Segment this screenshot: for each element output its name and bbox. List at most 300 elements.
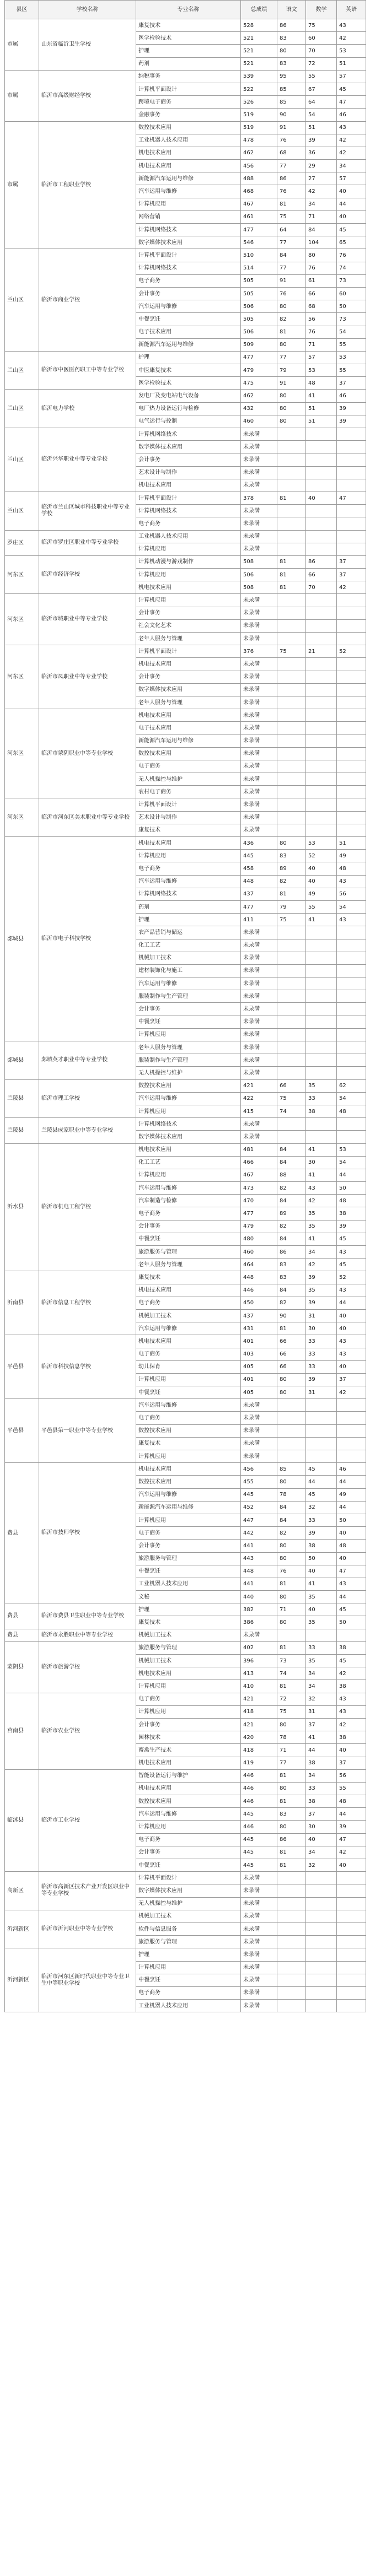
math-score-cell: 43 xyxy=(306,1182,337,1195)
total-score-cell: 509 xyxy=(241,338,277,351)
english-score-cell xyxy=(337,453,366,466)
major-name-cell: 会计事务 xyxy=(136,607,241,619)
english-score-cell: 43 xyxy=(337,875,366,888)
total-score-cell: 477 xyxy=(241,224,277,236)
school-name-cell: 郯城英才职业中等专业学校 xyxy=(39,1041,136,1080)
major-name-cell: 药剂 xyxy=(136,57,241,70)
chinese-score-cell xyxy=(277,811,306,824)
major-name-cell: 计算机应用 xyxy=(136,1705,241,1718)
major-name-cell: 汽车运用与维修 xyxy=(136,1399,241,1412)
total-score-cell: 未录满 xyxy=(241,658,277,671)
english-score-cell xyxy=(337,798,366,811)
total-score-cell: 467 xyxy=(241,198,277,210)
total-score-cell: 未录满 xyxy=(241,1910,277,1922)
major-name-cell: 电子商务 xyxy=(136,862,241,875)
math-score-cell: 39 xyxy=(306,1271,337,1284)
math-score-cell: 41 xyxy=(306,1169,337,1181)
total-score-cell: 519 xyxy=(241,109,277,121)
total-score-cell: 441 xyxy=(241,1578,277,1590)
major-name-cell: 护理 xyxy=(136,914,241,926)
english-score-cell: 42 xyxy=(337,1846,366,1859)
major-name-cell: 电气运行与控制 xyxy=(136,415,241,428)
math-score-cell xyxy=(306,1118,337,1131)
english-score-cell xyxy=(337,1450,366,1463)
major-name-cell: 计算机应用 xyxy=(136,198,241,210)
chinese-score-cell xyxy=(277,1424,306,1437)
major-name-cell: 无人机操控与维护 xyxy=(136,1067,241,1079)
math-score-cell xyxy=(306,1884,337,1897)
chinese-score-cell: 84 xyxy=(277,1156,306,1169)
major-name-cell: 计算机应用 xyxy=(136,1514,241,1526)
english-score-cell xyxy=(337,1961,366,1974)
district-cell: 兰山区 xyxy=(5,492,39,530)
chinese-score-cell xyxy=(277,1054,306,1067)
total-score-cell: 未录满 xyxy=(241,1054,277,1067)
english-score-cell: 47 xyxy=(337,96,366,109)
math-score-cell: 70 xyxy=(306,45,337,57)
table-row xyxy=(5,798,366,811)
school-name-cell: 兰陵县成家职业中等专业学校 xyxy=(39,1118,136,1143)
total-score-cell: 396 xyxy=(241,1655,277,1667)
chinese-score-cell: 80 xyxy=(277,45,306,57)
major-name-cell: 计算机应用 xyxy=(136,1680,241,1693)
major-name-cell: 服装制作与生产管理 xyxy=(136,1054,241,1067)
math-score-cell: 42 xyxy=(306,1259,337,1271)
chinese-score-cell xyxy=(277,1028,306,1041)
math-score-cell: 38 xyxy=(306,1757,337,1769)
major-name-cell: 工业机器人技术应用 xyxy=(136,134,241,147)
major-name-cell: 会计事务 xyxy=(136,287,241,300)
school-name-cell: 临沂市高新区技术产业开发区职业中等专业学校 xyxy=(39,1872,136,1910)
total-score-cell: 510 xyxy=(241,249,277,262)
chinese-score-cell: 81 xyxy=(277,1680,306,1693)
district-cell: 蒙阴县 xyxy=(5,1641,39,1693)
chinese-score-cell: 80 xyxy=(277,338,306,351)
major-name-cell: 数控技术应用 xyxy=(136,1476,241,1488)
table-row xyxy=(5,428,366,441)
total-score-cell: 未录满 xyxy=(241,530,277,543)
total-score-cell: 未录满 xyxy=(241,1028,277,1041)
chinese-score-cell: 80 xyxy=(277,837,306,850)
english-score-cell xyxy=(337,952,366,964)
major-name-cell: 计算机网络技术 xyxy=(136,224,241,236)
english-score-cell xyxy=(337,466,366,479)
chinese-score-cell xyxy=(277,747,306,760)
english-score-cell: 40 xyxy=(337,1527,366,1540)
major-name-cell: 中餐烹饪 xyxy=(136,1859,241,1872)
math-score-cell: 71 xyxy=(306,210,337,223)
english-score-cell xyxy=(337,1974,366,1986)
math-score-cell: 33 xyxy=(306,1782,337,1795)
table-row xyxy=(5,530,366,543)
table-row xyxy=(5,709,366,722)
math-score-cell: 60 xyxy=(306,32,337,45)
english-score-cell: 48 xyxy=(337,1195,366,1207)
major-name-cell: 中餐烹饪 xyxy=(136,1974,241,1986)
math-score-cell: 39 xyxy=(306,134,337,147)
chinese-score-cell xyxy=(277,824,306,836)
math-score-cell: 41 xyxy=(306,914,337,926)
english-score-cell xyxy=(337,594,366,607)
math-score-cell: 56 xyxy=(306,313,337,326)
major-name-cell: 汽车运用与维修 xyxy=(136,1808,241,1821)
math-score-cell xyxy=(306,722,337,735)
math-score-cell xyxy=(306,683,337,696)
total-score-cell: 未录满 xyxy=(241,1936,277,1948)
english-score-cell: 40 xyxy=(337,1360,366,1373)
district-cell: 兰山区 xyxy=(5,390,39,428)
chinese-score-cell xyxy=(277,709,306,722)
total-score-cell: 539 xyxy=(241,70,277,83)
total-score-cell: 未录满 xyxy=(241,773,277,786)
english-score-cell: 43 xyxy=(337,1335,366,1348)
english-score-cell: 53 xyxy=(337,45,366,57)
major-name-cell: 电子商务 xyxy=(136,1348,241,1360)
major-name-cell: 数字媒体技术应用 xyxy=(136,236,241,249)
english-score-cell: 51 xyxy=(337,57,366,70)
total-score-cell: 未录满 xyxy=(241,517,277,530)
major-name-cell: 汽车运用与维修 xyxy=(136,1092,241,1105)
math-score-cell: 80 xyxy=(306,249,337,262)
math-score-cell: 30 xyxy=(306,1156,337,1169)
chinese-score-cell: 83 xyxy=(277,1808,306,1821)
total-score-cell: 未录满 xyxy=(241,428,277,441)
math-score-cell: 41 xyxy=(306,1578,337,1590)
total-score-cell: 431 xyxy=(241,1322,277,1335)
school-name-cell: 临沂市科技信息学校 xyxy=(39,1335,136,1399)
major-name-cell: 老年人服务与管理 xyxy=(136,1259,241,1271)
school-name-cell: 临沂市机电工程学校 xyxy=(39,1143,136,1271)
district-cell: 兰山区 xyxy=(5,351,39,390)
major-name-cell: 幼儿保育 xyxy=(136,1360,241,1373)
total-score-cell: 410 xyxy=(241,1680,277,1693)
major-name-cell: 机电技术应用 xyxy=(136,658,241,671)
total-score-cell: 470 xyxy=(241,1195,277,1207)
chinese-score-cell xyxy=(277,671,306,683)
english-score-cell: 38 xyxy=(337,1641,366,1654)
chinese-score-cell: 80 xyxy=(277,415,306,428)
english-score-cell: 73 xyxy=(337,313,366,326)
math-score-cell xyxy=(306,2000,337,2012)
chinese-score-cell: 80 xyxy=(277,1386,306,1399)
table-row xyxy=(5,1872,366,1884)
chinese-score-cell: 85 xyxy=(277,83,306,95)
english-score-cell xyxy=(337,2000,366,2012)
math-score-cell: 55 xyxy=(306,900,337,913)
english-score-cell: 40 xyxy=(337,1744,366,1757)
english-score-cell: 56 xyxy=(337,1769,366,1782)
table-row xyxy=(5,1910,366,1922)
total-score-cell: 未录满 xyxy=(241,2000,277,2012)
english-score-cell xyxy=(337,1437,366,1450)
total-score-cell: 386 xyxy=(241,1616,277,1629)
english-score-cell: 47 xyxy=(337,1565,366,1578)
english-score-cell xyxy=(337,1399,366,1412)
chinese-score-cell: 80 xyxy=(277,1616,306,1629)
math-score-cell: 55 xyxy=(306,70,337,83)
major-name-cell: 旅游服务与管理 xyxy=(136,1936,241,1948)
english-score-cell: 38 xyxy=(337,1680,366,1693)
school-name-cell: 临沂市蒙阴职业中等专业学校 xyxy=(39,709,136,798)
chinese-score-cell: 82 xyxy=(277,1297,306,1309)
chinese-score-cell: 75 xyxy=(277,1092,306,1105)
math-score-cell: 61 xyxy=(306,274,337,287)
english-score-cell: 45 xyxy=(337,224,366,236)
english-score-cell: 74 xyxy=(337,262,366,274)
total-score-cell: 419 xyxy=(241,1757,277,1769)
english-score-cell: 48 xyxy=(337,1795,366,1808)
major-name-cell: 老年人服务与管理 xyxy=(136,696,241,709)
math-score-cell xyxy=(306,1028,337,1041)
english-score-cell: 44 xyxy=(337,198,366,210)
math-score-cell xyxy=(306,786,337,798)
total-score-cell: 448 xyxy=(241,1565,277,1578)
english-score-cell: 43 xyxy=(337,1693,366,1705)
total-score-cell: 432 xyxy=(241,402,277,415)
major-name-cell: 中医康复技术 xyxy=(136,364,241,377)
major-name-cell: 汽车运用与维修 xyxy=(136,1488,241,1501)
major-name-cell: 计算机应用 xyxy=(136,1373,241,1386)
math-score-cell: 57 xyxy=(306,351,337,364)
chinese-score-cell: 84 xyxy=(277,1195,306,1207)
school-name-cell: 临沂市费县卫生职业中等专业学校 xyxy=(39,1603,136,1629)
major-name-cell: 汽车运用与维修 xyxy=(136,1322,241,1335)
chinese-score-cell: 75 xyxy=(277,914,306,926)
major-name-cell: 化工工艺 xyxy=(136,1156,241,1169)
chinese-score-cell: 74 xyxy=(277,1105,306,1117)
major-name-cell: 机械加工技术 xyxy=(136,1655,241,1667)
english-score-cell: 37 xyxy=(337,569,366,581)
english-score-cell: 44 xyxy=(337,1476,366,1488)
major-name-cell: 机械加工技术 xyxy=(136,952,241,964)
chinese-score-cell: 81 xyxy=(277,326,306,338)
english-score-cell: 60 xyxy=(337,287,366,300)
total-score-cell: 521 xyxy=(241,32,277,45)
school-name-cell: 临沂市理工学校 xyxy=(39,1079,136,1118)
chinese-score-cell: 75 xyxy=(277,645,306,658)
english-score-cell: 40 xyxy=(337,185,366,198)
table-row xyxy=(5,1118,366,1131)
english-score-cell xyxy=(337,1118,366,1131)
english-score-cell xyxy=(337,747,366,760)
major-name-cell: 机械加工技术 xyxy=(136,1629,241,1641)
math-score-cell: 53 xyxy=(306,837,337,850)
math-score-cell: 41 xyxy=(306,1143,337,1156)
english-score-cell: 49 xyxy=(337,850,366,862)
english-score-cell: 37 xyxy=(337,555,366,568)
total-score-cell: 446 xyxy=(241,1821,277,1833)
chinese-score-cell: 71 xyxy=(277,1603,306,1616)
table-row xyxy=(5,1143,366,1156)
total-score-cell: 未录满 xyxy=(241,543,277,555)
chinese-score-cell xyxy=(277,760,306,773)
math-score-cell xyxy=(306,1872,337,1884)
math-score-cell: 30 xyxy=(306,1322,337,1335)
major-name-cell: 发电厂及变电站电气设备 xyxy=(136,390,241,402)
total-score-cell: 456 xyxy=(241,160,277,172)
math-score-cell xyxy=(306,1016,337,1028)
chinese-score-cell: 77 xyxy=(277,351,306,364)
chinese-score-cell: 72 xyxy=(277,1693,306,1705)
total-score-cell: 未录满 xyxy=(241,1974,277,1986)
chinese-score-cell: 75 xyxy=(277,210,306,223)
chinese-score-cell: 81 xyxy=(277,555,306,568)
major-name-cell: 计算机平面设计 xyxy=(136,798,241,811)
total-score-cell: 445 xyxy=(241,850,277,862)
math-score-cell xyxy=(306,760,337,773)
table-row xyxy=(5,594,366,607)
total-score-cell: 508 xyxy=(241,581,277,594)
major-name-cell: 中餐烹饪 xyxy=(136,1233,241,1245)
chinese-score-cell: 76 xyxy=(277,287,306,300)
english-score-cell: 45 xyxy=(337,1233,366,1245)
chinese-score-cell: 91 xyxy=(277,121,306,134)
english-score-cell xyxy=(337,964,366,977)
chinese-score-cell xyxy=(277,1016,306,1028)
english-score-cell: 42 xyxy=(337,581,366,594)
chinese-score-cell xyxy=(277,517,306,530)
total-score-cell: 521 xyxy=(241,57,277,70)
english-score-cell xyxy=(337,786,366,798)
math-score-cell xyxy=(306,530,337,543)
chinese-score-cell xyxy=(277,1872,306,1884)
district-cell: 郯城县 xyxy=(5,1041,39,1080)
major-name-cell: 护理 xyxy=(136,1948,241,1961)
chinese-score-cell: 74 xyxy=(277,1667,306,1680)
english-score-cell xyxy=(337,619,366,632)
chinese-score-cell xyxy=(277,773,306,786)
math-score-cell: 37 xyxy=(306,1808,337,1821)
total-score-cell: 401 xyxy=(241,1373,277,1386)
total-score-cell: 未录满 xyxy=(241,1424,277,1437)
major-name-cell: 计算机应用 xyxy=(136,594,241,607)
english-score-cell xyxy=(337,1054,366,1067)
math-score-cell: 51 xyxy=(306,121,337,134)
total-score-cell: 未录满 xyxy=(241,1131,277,1143)
math-score-cell: 33 xyxy=(306,1092,337,1105)
total-score-cell: 508 xyxy=(241,555,277,568)
total-score-cell: 420 xyxy=(241,1731,277,1744)
chinese-score-cell: 81 xyxy=(277,569,306,581)
chinese-score-cell: 76 xyxy=(277,185,306,198)
english-score-cell: 46 xyxy=(337,109,366,121)
math-score-cell xyxy=(306,453,337,466)
total-score-cell: 未录满 xyxy=(241,978,277,990)
math-score-cell xyxy=(306,1910,337,1922)
math-score-cell xyxy=(306,543,337,555)
school-name-cell: 临沂市经济学校 xyxy=(39,555,136,594)
math-score-cell: 35 xyxy=(306,1284,337,1297)
english-score-cell xyxy=(337,505,366,517)
english-score-cell xyxy=(337,441,366,453)
chinese-score-cell: 84 xyxy=(277,1143,306,1156)
major-name-cell: 农产品营销与储运 xyxy=(136,926,241,939)
math-score-cell xyxy=(306,479,337,492)
chinese-score-cell xyxy=(277,696,306,709)
english-score-cell: 54 xyxy=(337,1092,366,1105)
district-cell: 市属 xyxy=(5,19,39,71)
english-score-cell: 42 xyxy=(337,32,366,45)
chinese-score-cell xyxy=(277,990,306,1003)
table-row xyxy=(5,1335,366,1348)
english-score-cell: 44 xyxy=(337,1297,366,1309)
total-score-cell: 376 xyxy=(241,645,277,658)
chinese-score-cell: 79 xyxy=(277,364,306,377)
chinese-score-cell xyxy=(277,939,306,952)
major-name-cell: 汽车运用与维修 xyxy=(136,300,241,313)
major-name-cell: 社会文化艺术 xyxy=(136,619,241,632)
table-row xyxy=(5,1629,366,1641)
english-score-cell xyxy=(337,683,366,696)
chinese-score-cell: 77 xyxy=(277,262,306,274)
chinese-score-cell: 81 xyxy=(277,198,306,210)
chinese-score-cell: 83 xyxy=(277,850,306,862)
chinese-score-cell xyxy=(277,952,306,964)
total-score-cell: 477 xyxy=(241,1207,277,1220)
chinese-score-cell xyxy=(277,1067,306,1079)
total-score-cell: 473 xyxy=(241,1182,277,1195)
english-score-cell xyxy=(337,1948,366,1961)
chinese-score-cell: 80 xyxy=(277,1718,306,1731)
math-score-cell xyxy=(306,990,337,1003)
english-score-cell: 76 xyxy=(337,249,366,262)
chinese-score-cell: 89 xyxy=(277,862,306,875)
math-score-cell xyxy=(306,428,337,441)
chinese-score-cell: 82 xyxy=(277,1527,306,1540)
total-score-cell: 未录满 xyxy=(241,1872,277,1884)
total-score-cell: 436 xyxy=(241,837,277,850)
chinese-score-cell: 81 xyxy=(277,1859,306,1872)
total-score-cell: 466 xyxy=(241,1156,277,1169)
english-score-cell: 54 xyxy=(337,900,366,913)
math-score-cell: 41 xyxy=(306,390,337,402)
total-score-cell: 403 xyxy=(241,1348,277,1360)
math-score-cell: 21 xyxy=(306,645,337,658)
district-cell: 平邑县 xyxy=(5,1399,39,1463)
major-name-cell: 计算机网络技术 xyxy=(136,888,241,900)
total-score-cell: 未录满 xyxy=(241,1922,277,1935)
major-name-cell: 康复技术 xyxy=(136,1616,241,1629)
chinese-score-cell xyxy=(277,607,306,619)
chinese-score-cell: 80 xyxy=(277,1552,306,1565)
chinese-score-cell: 77 xyxy=(277,160,306,172)
major-name-cell: 计算机平面设计 xyxy=(136,645,241,658)
major-name-cell: 汽车制造与检修 xyxy=(136,1195,241,1207)
major-name-cell: 文秘 xyxy=(136,1591,241,1603)
table-row xyxy=(5,249,366,262)
total-score-cell: 382 xyxy=(241,1603,277,1616)
total-score-cell: 455 xyxy=(241,1476,277,1488)
total-score-cell: 未录满 xyxy=(241,1450,277,1463)
major-name-cell: 数控技术应用 xyxy=(136,1424,241,1437)
total-score-cell: 405 xyxy=(241,1360,277,1373)
chinese-score-cell xyxy=(277,505,306,517)
chinese-score-cell: 66 xyxy=(277,1335,306,1348)
total-score-cell: 468 xyxy=(241,185,277,198)
major-name-cell: 机电技术应用 xyxy=(136,1757,241,1769)
english-score-cell: 55 xyxy=(337,1782,366,1795)
total-score-cell: 未录满 xyxy=(241,709,277,722)
total-score-cell: 479 xyxy=(241,364,277,377)
total-score-cell: 440 xyxy=(241,1591,277,1603)
district-cell: 兰陵县 xyxy=(5,1079,39,1118)
english-score-cell xyxy=(337,1897,366,1910)
math-score-cell: 42 xyxy=(306,1195,337,1207)
major-name-cell: 计算机平面设计 xyxy=(136,249,241,262)
math-score-cell xyxy=(306,517,337,530)
total-score-cell: 447 xyxy=(241,1514,277,1526)
school-name-cell: 临沂市工程职业学校 xyxy=(39,121,136,249)
